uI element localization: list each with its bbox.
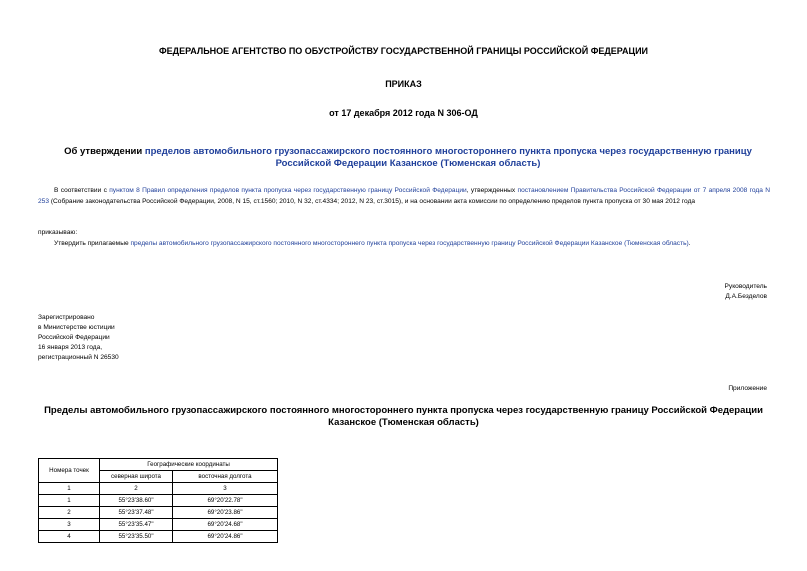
registration-line: в Министерстве юстиции (38, 324, 115, 331)
signature-position: Руководитель (724, 283, 767, 290)
table-index-row (39, 483, 278, 495)
table-cell: 4 (39, 531, 100, 543)
header-lat: северная широта (100, 471, 173, 483)
table-cell: 69°20'24.86" (173, 531, 278, 543)
table-cell: 2 (100, 483, 173, 495)
table-cell: 69°20'23.86" (173, 507, 278, 519)
table-cell: 55°23'38.60" (100, 495, 173, 507)
signature-name: Д.А.Безделов (725, 293, 767, 300)
table-header-row (39, 459, 278, 471)
table-row (39, 507, 278, 519)
table-cell: 69°20'24.68" (173, 519, 278, 531)
registration-line: 16 января 2013 года, (38, 344, 103, 351)
table-cell: 3 (173, 483, 278, 495)
approve-text-b: . (688, 240, 691, 247)
preamble-paragraph (38, 186, 770, 207)
preamble-text-b: , утвержденных (466, 187, 518, 194)
preamble-text-c: (Собрание законодательства Российской Федерации, 2008, N 15, ст.1560; 2010, N 32, ст.4334; 2012, N 23, ст.3015), и на основании акта комиссии по определению пределов пункта пропуска от 30 мая 2012 года (49, 197, 696, 205)
order-title (52, 146, 764, 170)
registration-line: Зарегистрировано (38, 314, 95, 321)
order-word: приказываю: (38, 229, 78, 236)
preamble-text-a: В соответствии с (54, 187, 110, 194)
appendix-title: Пределы автомобильного грузопассажирского постоянного многостороннего пункта пропуска через государственную границу Российской Федерации Казанское (Тюменская область) (44, 405, 763, 428)
registration-line: Российской Федерации (38, 334, 110, 341)
table-cell: 1 (39, 495, 100, 507)
signature-block (725, 282, 767, 302)
table-cell: 69°20'22.78" (173, 495, 278, 507)
date-number-heading: от 17 декабря 2012 года N 306-ОД (329, 108, 478, 118)
table-cell: 55°23'35.47" (100, 519, 173, 531)
coordinates-table (38, 458, 278, 543)
approve-paragraph (54, 240, 691, 247)
table-cell: 1 (39, 483, 100, 495)
table-cell: 3 (39, 519, 100, 531)
approve-text-a: Утвердить прилагаемые (54, 240, 131, 247)
resolution-link[interactable]: постановлением Правительства Российской Федерации от 7 апреля 2008 года N 253 (38, 187, 771, 205)
table-row (39, 495, 278, 507)
agency-heading: ФЕДЕРАЛЬНОЕ АГЕНТСТВО ПО ОБУСТРОЙСТВУ ГОСУДАРСТВЕННОЙ ГРАНИЦЫ РОССИЙСКОЙ ФЕДЕРАЦИИ (158, 46, 649, 56)
doc-type-heading: ПРИКАЗ (385, 79, 422, 89)
table-row (39, 531, 278, 543)
header-geo: Географические координаты (100, 459, 278, 471)
header-point: Номера точек (39, 459, 100, 483)
rules-link[interactable]: пунктом 8 Правил определения пределов пункта пропуска через государственную границу Российской Федерации (109, 187, 467, 194)
table-cell: 2 (39, 507, 100, 519)
header-lon: восточная долгота (173, 471, 278, 483)
limits-link[interactable]: пределы автомобильного грузопассажирского постоянного многостороннего пункта пропуска через государственную границу Российской Федерации Казанское (Тюменская область) (130, 240, 689, 247)
title-prefix: Об утверждении (64, 146, 145, 157)
table-cell: 55°23'37.48" (100, 507, 173, 519)
table-row (39, 519, 278, 531)
appendix-label: Приложение (728, 385, 767, 392)
registration-line: регистрационный N 26530 (38, 354, 119, 361)
title-link[interactable]: пределов автомобильного грузопассажирского постоянного многостороннего пункта пропуска через государственную границу Российской Федерации Казанское (Тюменская область) (144, 146, 752, 169)
table-cell: 55°23'35.50" (100, 531, 173, 543)
registration-block (38, 313, 119, 363)
